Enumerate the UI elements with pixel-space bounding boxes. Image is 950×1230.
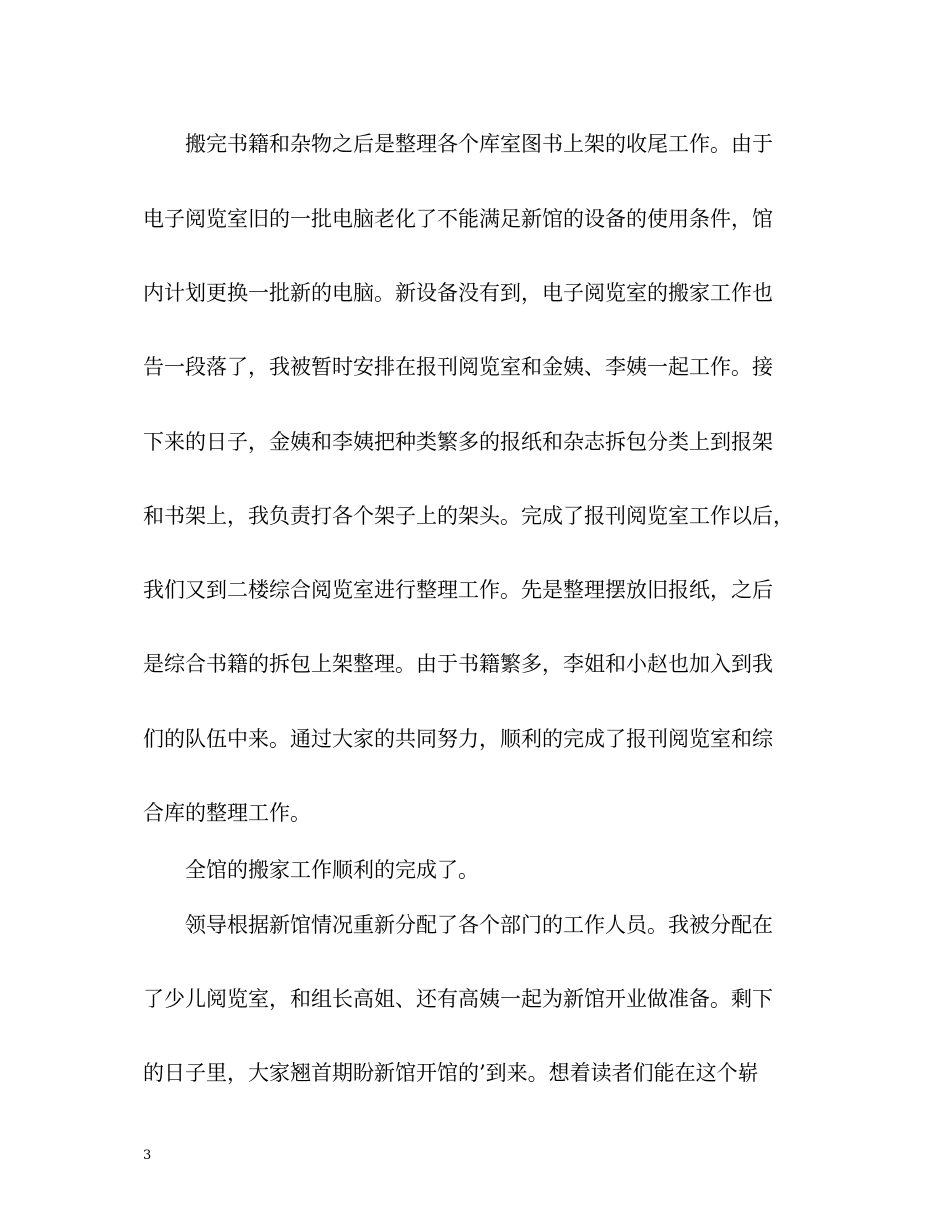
paragraph-line: 内计划更换一批新的电脑。新设备没有到，电子阅览室的搬家工作也	[143, 281, 773, 305]
paragraph-line: 领导根据新馆情况重新分配了各个部门的工作人员。我被分配在	[185, 913, 773, 937]
paragraph-line: 是综合书籍的拆包上架整理。由于书籍繁多，李姐和小赵也加入到我	[143, 652, 773, 676]
page-number: 3	[143, 1148, 152, 1163]
paragraph-line: 搬完书籍和杂物之后是整理各个库室图书上架的收尾工作。由于	[185, 132, 773, 156]
paragraph-line: 电子阅览室旧的一批电脑老化了不能满足新馆的设备的使用条件，馆	[143, 207, 773, 231]
paragraph-line: 合库的整理工作。	[143, 801, 311, 825]
paragraph-line: 我们又到二楼综合阅览室进行整理工作。先是整理摆放旧报纸，之后	[143, 578, 773, 602]
paragraph-line: 全馆的搬家工作顺利的完成了。	[185, 858, 479, 882]
paragraph-line: 了少儿阅览室，和组长高姐、还有高姨一起为新馆开业做准备。剩下	[143, 987, 773, 1011]
paragraph-line: 的日子里，大家翘首期盼新馆开馆的’到来。想着读者们能在这个崭	[143, 1061, 759, 1085]
paragraph-line: 们的队伍中来。通过大家的共同努力，顺利的完成了报刊阅览室和综	[143, 727, 773, 751]
paragraph-line: 和书架上，我负责打各个架子上的架头。完成了报刊阅览室工作以后，	[143, 504, 794, 528]
paragraph-line: 告一段落了，我被暂时安排在报刊阅览室和金姨、李姨一起工作。接	[143, 355, 773, 379]
paragraph-line: 下来的日子，金姨和李姨把种类繁多的报纸和杂志拆包分类上到报架	[143, 430, 773, 454]
